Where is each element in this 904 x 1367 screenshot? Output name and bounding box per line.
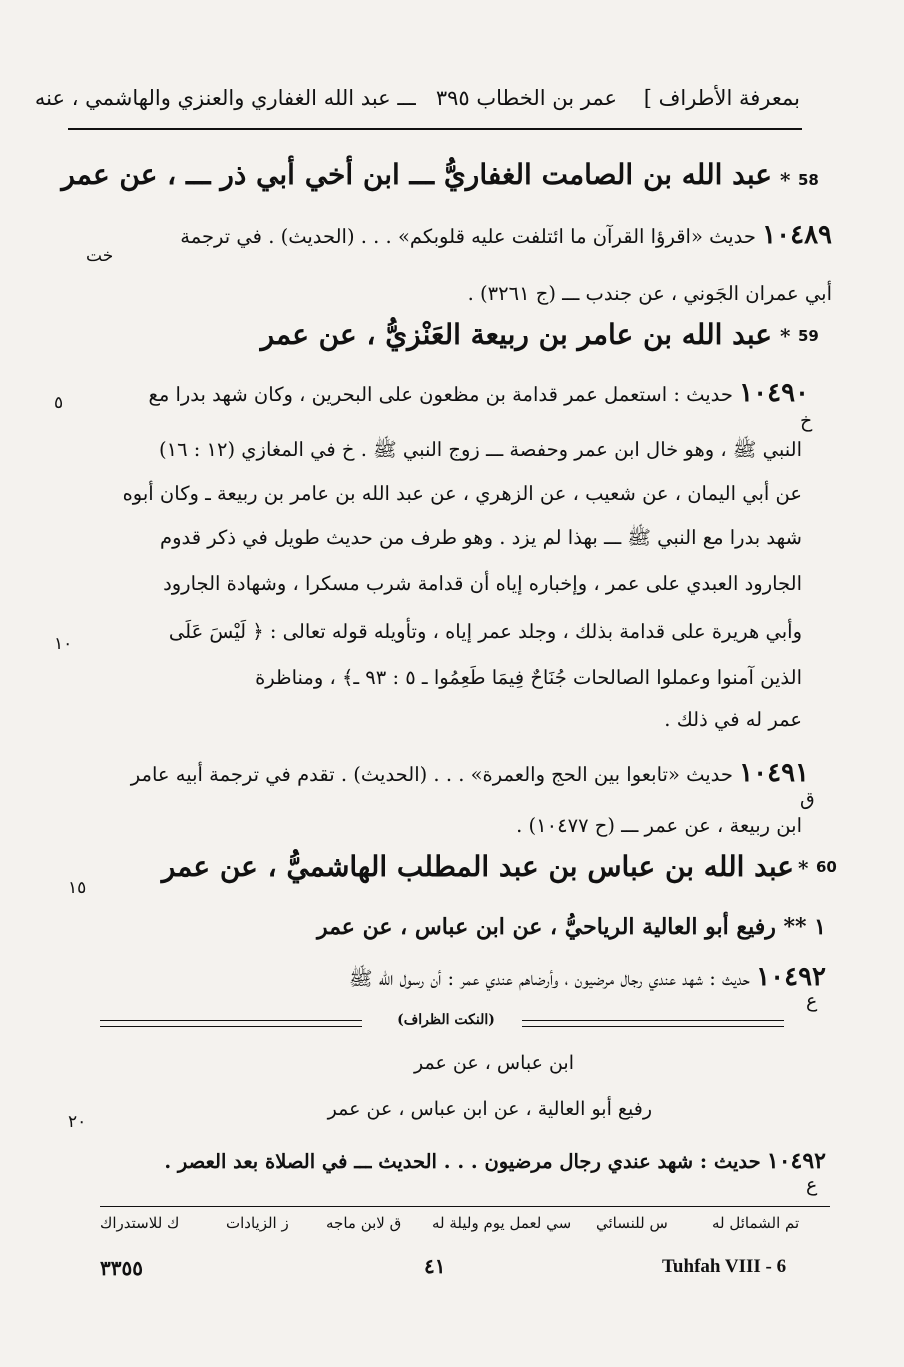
- nukat-label: (النكت الظراف): [397, 1012, 495, 1028]
- divider-rule-left: [100, 1020, 362, 1027]
- section-star: *: [780, 168, 791, 192]
- hadith-10490-line1: [79, 378, 809, 408]
- abbr-shamail: تم الشمائل له: [712, 1214, 800, 1232]
- hadith-number: ١٠٤٩٠: [739, 378, 809, 408]
- section-star: *: [798, 856, 809, 880]
- sub-chain-heading: ١ ** رفيع أبو العالية الرياحيُّ ، عن ابن عباس ، عن عمر: [316, 914, 826, 940]
- nukat-line2: رفيع أبو العالية ، عن ابن عباس ، عن عمر: [327, 1098, 652, 1120]
- hadith-text: حديث : استعمل عمر قدامة بن مظعون على البحرين ، وكان شهد بدرا مع: [148, 383, 733, 406]
- abbr-ibn-majah: ق لابن ماجه: [326, 1214, 402, 1232]
- margin-number-20: ٢٠: [68, 1112, 87, 1132]
- margin-number-15: ١٥: [68, 878, 87, 898]
- footer-page-number: ٤١: [424, 1254, 446, 1278]
- hadith-text: حديث : شهد عندي رجال مرضيون . . . الحديث ـــ في الصلاة بعد العصر .: [164, 1150, 761, 1173]
- hadith-10491-line1: [79, 758, 809, 788]
- hadith-number: ١٠٤٨٩: [762, 220, 832, 250]
- margin-number-5: ٥: [54, 393, 64, 413]
- nukat-hadith-line: [66, 1148, 826, 1174]
- margin-siglum: ق: [800, 788, 815, 810]
- footnote-rule: [100, 1206, 830, 1207]
- abbr-ziyadat: ز الزيادات: [226, 1214, 289, 1232]
- hadith-10491-line2: ابن ربيعة ، عن عمر ـــ (ح ١٠٤٧٧) .: [516, 814, 802, 837]
- hadith-text: حديث «اقرؤا القرآن ما ائتلفت عليه قلوبكم» . . . (الحديث) . في ترجمة: [180, 225, 756, 248]
- hadith-10489-line2: أبي عمران الجَوني ، عن جندب ـــ (ج ٣٢٦١) .: [467, 282, 832, 305]
- abbr-istidrak: ك للاستدراك: [100, 1214, 180, 1232]
- hadith-10490-line5: الجارود العبدي على عمر ، وإخباره إياه أن قدامة شرب مسكرا ، وشهادة الجارود: [163, 572, 802, 595]
- section-number-60: 60: [816, 858, 837, 876]
- hadith-10490-line8: عمر له في ذلك .: [664, 708, 802, 731]
- section-title-58: عبد الله بن الصامت الغفاريُّ ـــ ابن أخي أبي ذر ـــ ، عن عمر: [61, 158, 772, 191]
- hadith-number: ١٠٤٩١: [739, 758, 809, 788]
- hadith-10490-line4: شهد بدرا مع النبي ﷺ ـــ بهذا لم يزد . وهو طرف من حديث طويل في ذكر قدوم: [160, 526, 802, 549]
- hadith-number: ١٠٤٩٢: [756, 962, 826, 992]
- footer-signature: Tuhfah VIII - 6: [662, 1256, 787, 1277]
- abbr-amal-yawm: سي لعمل يوم وليلة له: [432, 1214, 572, 1232]
- hadith-10490-line2: النبي ﷺ ، وهو خال ابن عمر وحفصة ـــ زوج النبي ﷺ . خ في المغازي (١٢ : ١٦): [158, 438, 802, 461]
- header-left: بمعرفة الأطراف ]: [643, 86, 800, 110]
- header-rule: [68, 128, 802, 130]
- footer-volume-page: ٣٣٥٥: [100, 1256, 143, 1280]
- section-star: *: [780, 324, 791, 348]
- nukat-line1: ابن عباس ، عن عمر: [414, 1052, 574, 1074]
- section-number-58: 58: [798, 171, 819, 189]
- margin-siglum: ع: [806, 1174, 818, 1196]
- hadith-10490-line3: عن أبي اليمان ، عن شعيب ، عن الزهري ، عن عبد الله بن عامر بن ربيعة ـ وكان أبوه: [122, 482, 802, 505]
- hadith-10489-line1: [72, 220, 832, 250]
- hadith-text: حديث «تابعوا بين الحج والعمرة» . . . (الحديث) . تقدم في ترجمة أبيه عامر: [130, 763, 733, 786]
- hadith-10490-line6: وأبي هريرة على قدامة بذلك ، وجلد عمر إياه ، وتأويله قوله تعالى : ﴿ لَيْسَ عَلَى: [168, 620, 802, 643]
- hadith-text: حديث : شهد عندي رجال مرضيون ، وأرضاهم عندي عمر : أن رسول الله ﷺ: [349, 967, 750, 990]
- margin-siglum: خ: [800, 410, 813, 432]
- margin-siglum: خت: [86, 246, 114, 266]
- section-number-59: 59: [798, 327, 819, 345]
- hadith-number: ١٠٤٩٢: [766, 1148, 826, 1174]
- header-right: ـــ عبد الله الغفاري والعنزي والهاشمي ، عنه: [34, 86, 416, 110]
- divider-rule-right: [522, 1020, 784, 1027]
- section-title-60: عبد الله بن عباس بن عبد المطلب الهاشميُّ ، عن عمر: [161, 850, 794, 883]
- hadith-10492-line1: [66, 962, 826, 995]
- hadith-10490-line7: الذين آمنوا وعملوا الصالحات جُنَاحٌ فِيمَا طَعِمُوا ـ ٥ : ٩٣ ـ﴾ ، ومناظرة: [255, 666, 802, 689]
- margin-siglum: ع: [806, 990, 818, 1012]
- running-header: [34, 86, 800, 110]
- section-title-59: عبد الله بن عامر بن ربيعة العَنْزيُّ ، عن عمر: [260, 318, 772, 351]
- header-middle: عمر بن الخطاب ٣٩٥: [435, 86, 618, 110]
- abbr-nasai: س للنسائي: [596, 1214, 668, 1232]
- margin-number-10: ١٠: [54, 634, 73, 654]
